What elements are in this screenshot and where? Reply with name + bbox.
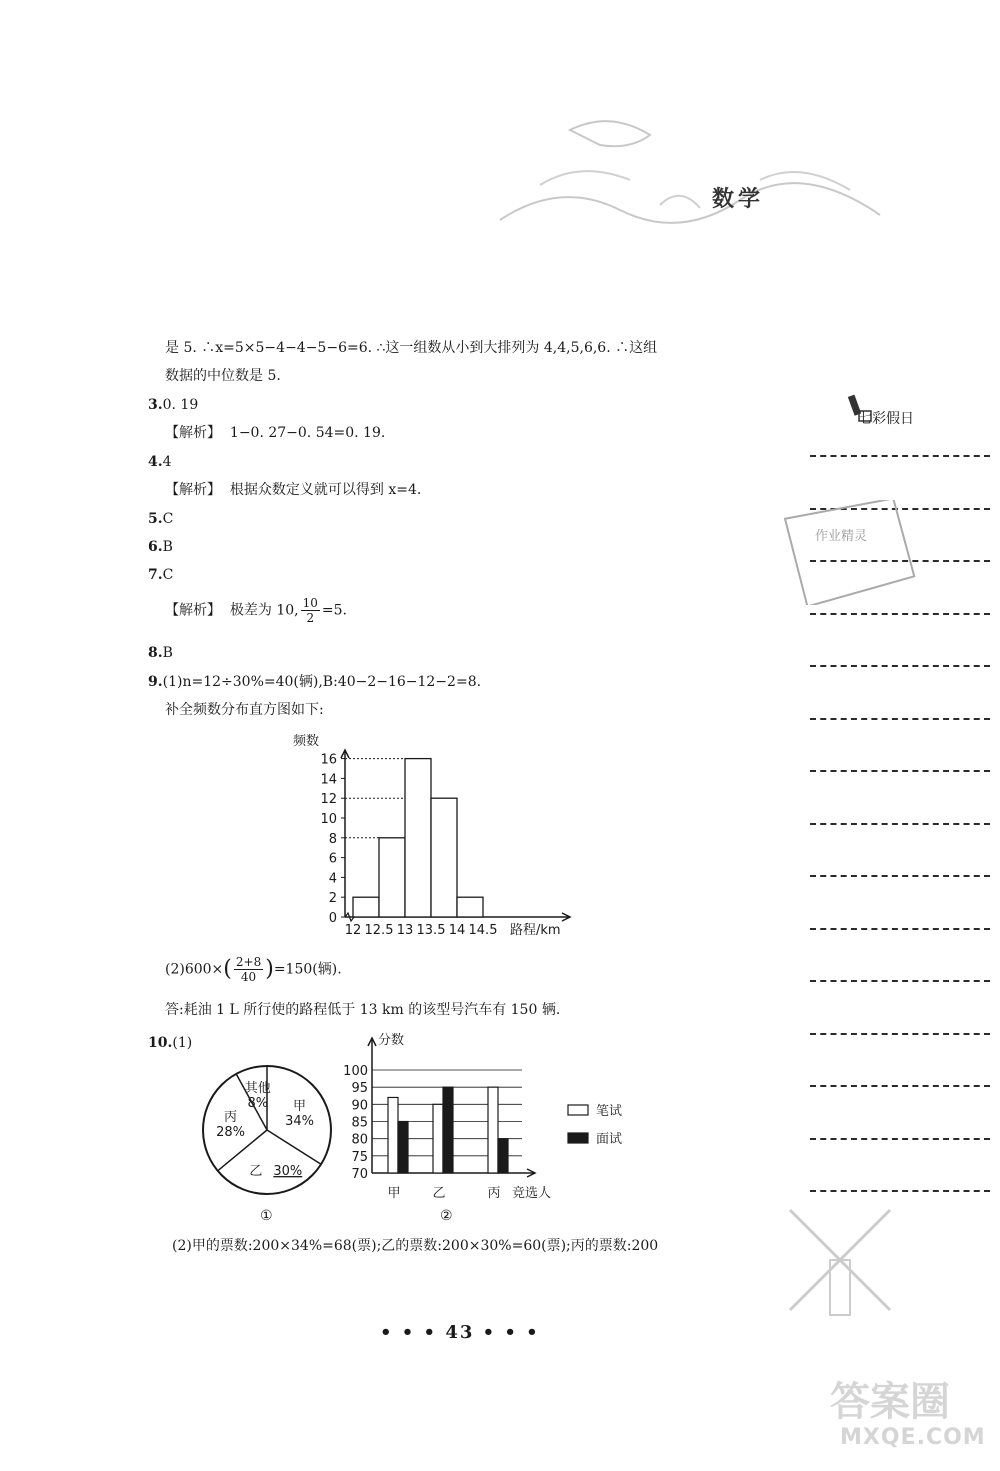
q9-fraction-denominator: 40	[240, 970, 257, 984]
q9-open-paren: (	[223, 956, 232, 982]
bar-interview	[398, 1122, 408, 1174]
pie-slice-value: 30%	[273, 1164, 303, 1180]
windmill-illustration	[780, 1200, 900, 1324]
flourish-ornament	[480, 90, 900, 240]
q3-answer	[148, 395, 198, 415]
bar-x-label: 竞选人	[512, 1186, 552, 1201]
bar-interview	[443, 1087, 453, 1173]
histogram-x-tick-label: 12.5	[364, 923, 394, 938]
bar-category-label: 丙	[487, 1186, 501, 1201]
pie-slice-label: 其他	[244, 1081, 271, 1097]
pie-slice-label: 丙	[224, 1110, 238, 1126]
bar-written	[388, 1097, 398, 1173]
bar-y-tick-label: 95	[351, 1081, 368, 1097]
bar-written	[488, 1087, 498, 1173]
q7-fraction	[301, 596, 320, 625]
bar-y-tick-label: 100	[343, 1064, 368, 1079]
histogram-bar	[353, 897, 379, 917]
bar-y-tick-label: 70	[351, 1167, 368, 1182]
q3-number: 3.	[148, 397, 163, 413]
q4-answer	[148, 452, 172, 472]
histogram-y-tick-label: 2	[328, 891, 337, 907]
header-decoration	[480, 90, 900, 240]
q9-number: 9.	[148, 674, 163, 690]
q3-analysis-text: 1−0. 27−0. 54=0. 19.	[229, 425, 386, 441]
sidebar-note-line	[810, 1138, 990, 1140]
score-bar-chart	[340, 1030, 640, 1205]
q9-part2-post: =150(辆).	[273, 961, 342, 978]
watermark-site: MXQE.COM	[840, 1425, 986, 1450]
vote-pie-chart	[195, 1055, 345, 1205]
page-number: • • • 43 • • •	[380, 1322, 540, 1343]
histogram-bar	[405, 759, 431, 917]
bar-y-tick-label: 80	[351, 1132, 368, 1148]
q8-answer-value: B	[162, 645, 173, 661]
q6-answer	[148, 537, 173, 557]
histogram-y-tick-label: 16	[320, 752, 337, 768]
histogram-y-tick-label: 4	[328, 871, 337, 887]
q9-part1-text: (1)n=12÷30%=40(辆),B:40−2−16−12−2=8.	[162, 674, 482, 690]
bar-category-label: 乙	[432, 1186, 446, 1201]
histogram-x-tick-label: 14.5	[468, 923, 498, 938]
q3-analysis-label: 【解析】	[165, 425, 221, 441]
q10-part1	[148, 1033, 192, 1053]
stamp-text: 作业精灵	[815, 529, 868, 544]
intro-line-1: 是 5. ∴x=5×5−4−4−5−6=6. ∴这一组数从小到大排列为 4,4,5,6,6. ∴这组	[165, 340, 658, 356]
q3-analysis	[165, 423, 385, 443]
q6-number: 6.	[148, 539, 163, 555]
legend-swatch	[568, 1133, 588, 1143]
q9-final-answer: 答:耗油 1 L 所行使的路程低于 13 km 的该型号汽车有 150 辆.	[165, 1002, 561, 1018]
bar-y-label: 分数	[378, 1033, 405, 1048]
q7-analysis	[165, 596, 347, 625]
q5-answer	[148, 509, 173, 529]
histogram-y-label: 频数	[293, 734, 320, 749]
q7-fraction-denominator: 2	[306, 611, 315, 625]
sidebar-note-line	[810, 613, 990, 615]
q3-answer-value: 0. 19	[162, 397, 199, 413]
q4-answer-value: 4	[162, 454, 172, 470]
q6-answer-value: B	[162, 539, 173, 555]
histogram-y-tick-label: 10	[320, 812, 337, 827]
sidebar-note-line	[810, 455, 990, 457]
sidebar-label: 七彩假日	[858, 411, 914, 427]
sidebar-note-line	[810, 1085, 990, 1087]
pie-slice-label: 乙	[249, 1164, 263, 1180]
q5-answer-value: C	[162, 511, 174, 527]
bar-y-tick-label: 85	[351, 1115, 368, 1131]
pie-slice-value: 34%	[285, 1114, 314, 1130]
sidebar-note-line	[810, 1190, 990, 1192]
sidebar-note-line	[810, 718, 990, 720]
frequency-histogram	[270, 725, 590, 945]
q7-analysis-label: 【解析】	[165, 602, 221, 619]
histogram-x-tick-label: 13.5	[416, 923, 446, 938]
q4-number: 4.	[148, 454, 163, 470]
legend-swatch	[568, 1105, 588, 1115]
q4-analysis-label: 【解析】	[165, 482, 221, 498]
histogram-bar	[431, 798, 457, 917]
q10-part2: (2)甲的票数:200×34%=68(票);乙的票数:200×30%=60(票);丙的票数:200	[172, 1238, 659, 1254]
q4-analysis-text: 根据众数定义就可以得到 x=4.	[229, 482, 422, 498]
q9-fraction-numerator: 2+8	[235, 955, 262, 969]
bar-category-label: 甲	[387, 1186, 401, 1201]
histogram-bar	[457, 897, 483, 917]
pie-slice-value: 28%	[216, 1125, 245, 1141]
q7-answer	[148, 565, 173, 585]
q9-part1	[148, 672, 481, 692]
pie-slice-label: 甲	[293, 1099, 307, 1115]
q7-fraction-numerator: 10	[302, 596, 318, 610]
histogram-x-tick-label: 14	[448, 923, 466, 938]
sidebar-note-line	[810, 665, 990, 667]
bar-y-tick-label: 75	[351, 1149, 368, 1165]
histogram-bar	[379, 838, 405, 917]
sidebar-note-line	[810, 980, 990, 982]
q5-number: 5.	[148, 511, 163, 527]
q9-part2-pre: (2)600×	[165, 961, 224, 978]
header-subject: 数学	[712, 186, 765, 212]
q7-analysis-pre: 极差为 10,	[229, 602, 299, 619]
q7-number: 7.	[148, 567, 163, 583]
q9-note: 补全频数分布直方图如下:	[165, 702, 324, 718]
sidebar-note-line	[810, 770, 990, 772]
sidebar-note-line	[810, 875, 990, 877]
q9-close-paren: )	[265, 956, 274, 982]
q8-answer	[148, 643, 173, 663]
histogram-x-tick-label: 12	[344, 923, 362, 938]
bar-y-tick-label: 90	[351, 1098, 368, 1114]
q4-analysis	[165, 480, 421, 500]
q7-analysis-post: =5.	[321, 602, 347, 619]
histogram-y-tick-label: 0	[328, 911, 337, 926]
q8-number: 8.	[148, 645, 163, 661]
legend-label: 笔试	[596, 1104, 623, 1119]
q9-fraction	[234, 955, 263, 984]
bar-interview	[498, 1139, 508, 1173]
legend-label: 面试	[596, 1132, 623, 1147]
homework-stamp-illustration	[780, 500, 920, 609]
watermark-brand: 答案圈	[830, 1379, 950, 1425]
q7-answer-value: C	[162, 567, 174, 583]
bar-caption: ②	[440, 1208, 453, 1224]
q10-number: 10.	[148, 1035, 173, 1051]
histogram-x-tick-label: 13	[396, 923, 414, 938]
pie-caption: ①	[260, 1208, 273, 1224]
sidebar-note-line	[810, 1033, 990, 1035]
histogram-y-tick-label: 12	[320, 792, 337, 808]
histogram-y-tick-label: 6	[328, 851, 337, 867]
sidebar-note-line	[810, 823, 990, 825]
histogram-y-tick-label: 8	[328, 831, 337, 847]
sidebar-note-line	[810, 928, 990, 930]
pie-slice-value: 8%	[247, 1096, 269, 1112]
intro-line-2: 数据的中位数是 5.	[165, 368, 281, 384]
q9-part2	[165, 955, 342, 984]
histogram-y-tick-label: 14	[320, 772, 337, 788]
bar-written	[433, 1104, 443, 1173]
histogram-x-label: 路程/km	[510, 923, 561, 938]
q10-part1-label: (1)	[172, 1035, 193, 1051]
